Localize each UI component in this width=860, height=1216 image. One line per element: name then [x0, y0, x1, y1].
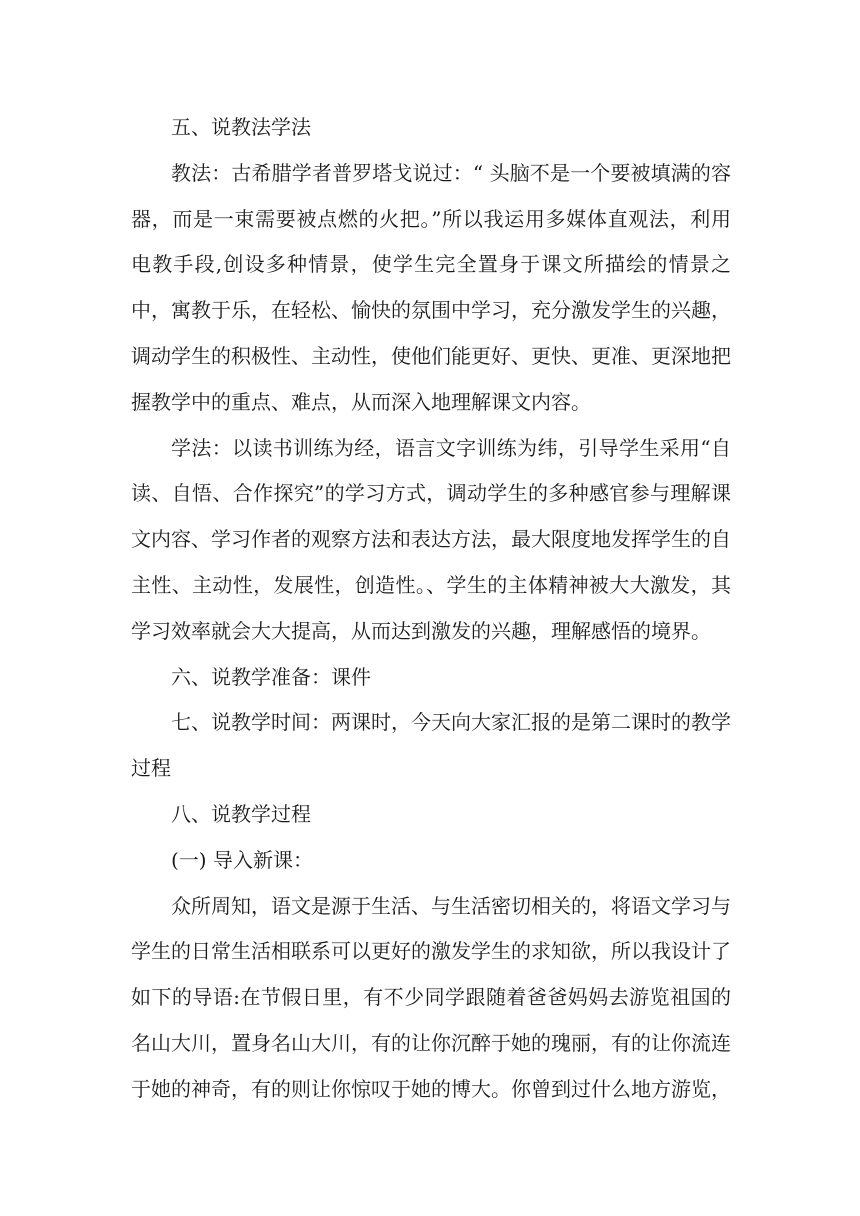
paragraph-introduction: 众所周知，语文是源于生活、与生活密切相关的，将语文学习与学生的日常生活相联系可以更好的激发学生的求知欲，所以我设计了如下的导语:在节假日里，有不少同学跟随着爸爸妈妈去游览祖国的名山大川，置身名山大川，有的让你沉醉于她的瑰丽，有的让你流连于她的神奇，有的则让你惊叹于她的博大。你曾到过什么地方游览，	[131, 893, 731, 1101]
paragraph-learning-method: 学法：以读书训练为经，语言文字训练为纬，引导学生采用“自读、自悟、合作探究”的学习方式，调动学生的多种感官参与理解课文内容、学习作者的观察方法和表达方法，最大限度地发挥学生的自主性、主动性，发展性，创造性。、学生的主体精神被大大激发，其学习效率就会大大提高，从而达到激发的兴趣，理解感悟的境界。	[131, 435, 731, 643]
paragraph-teaching-method: 教法：古希腊学者普罗塔戈说过：“ 头脑不是一个要被填满的容器，而是一束需要被点燃的火把。”所以我运用多媒体直观法，利用电教手段,创设多种情景，使学生完全置身于课文所描绘的情景之中，寓教于乐，在轻松、愉快的氛围中学习，充分激发学生的兴趣，调动学生的积极性、主动性，使他们能更好、更快、更准、更深地把握教学中的重点、难点，从而深入地理解课文内容。	[131, 160, 731, 414]
section-heading-preparation: 六、说教学准备：课件	[171, 664, 371, 689]
section-heading-process: 八、说教学过程	[171, 801, 311, 826]
document-body	[131, 105, 731, 1113]
section-heading-time: 七、说教学时间：两课时，今天向大家汇报的是第二课时的教学过程	[131, 710, 731, 781]
section-heading-teaching-methods: 五、说教法学法	[171, 115, 311, 139]
subheading-introduction: (一) 导入新课：	[171, 847, 313, 872]
